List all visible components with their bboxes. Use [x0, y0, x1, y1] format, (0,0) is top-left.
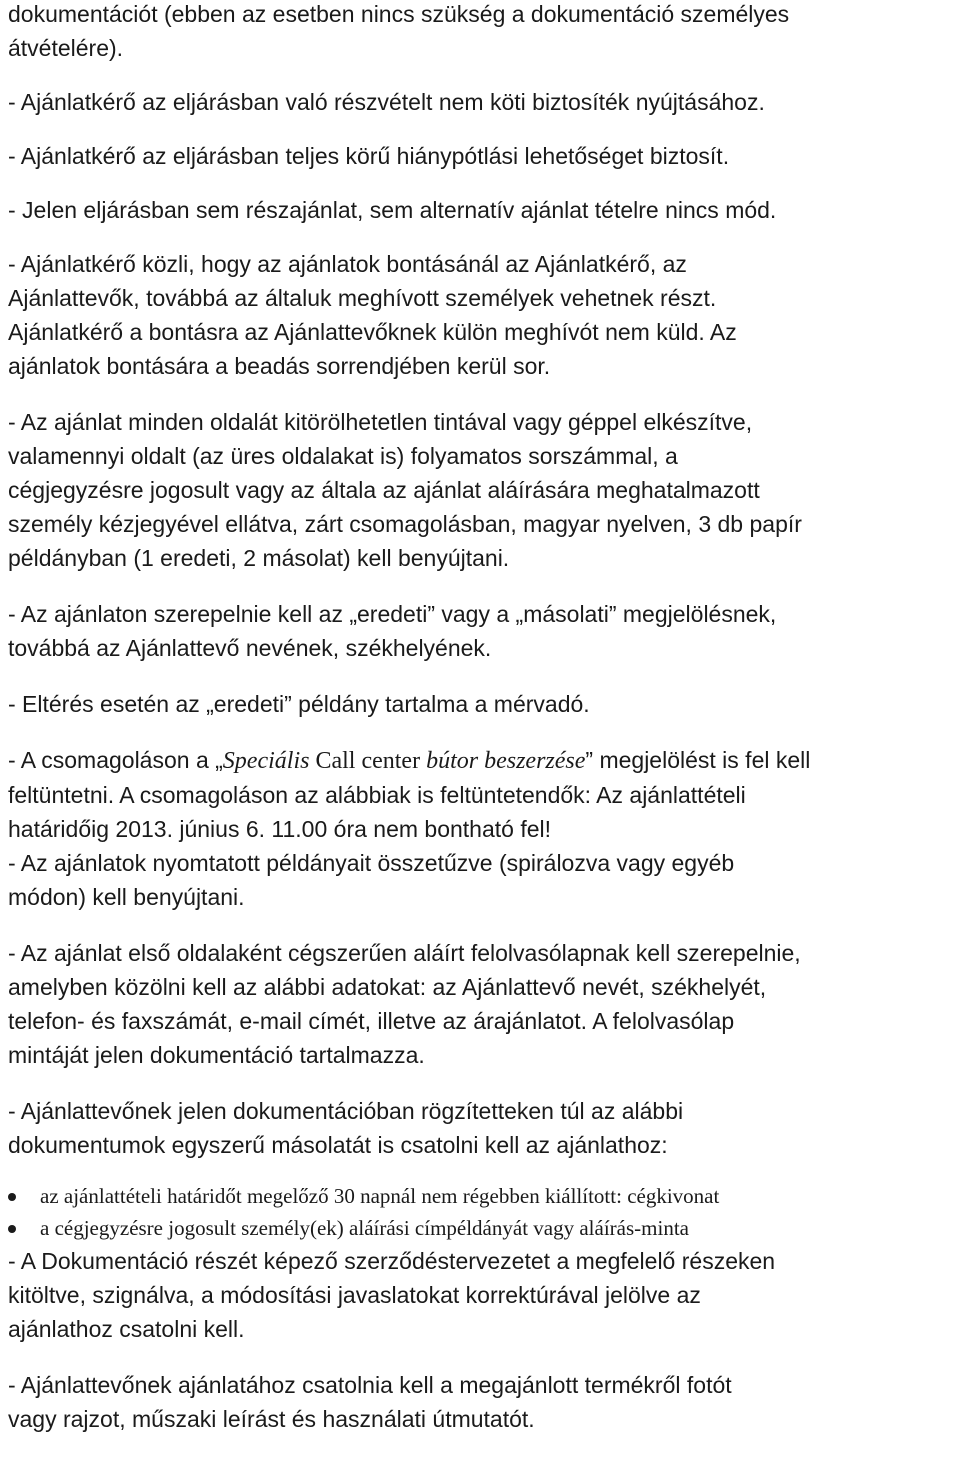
- tender-title-part-c: bútor beszerzése: [426, 748, 586, 774]
- tender-title-part-b: Call center: [309, 748, 427, 774]
- paragraph-opening: [8, 247, 956, 383]
- bullet-icon: [8, 1193, 16, 1201]
- text-line: - Az ajánlaton szerepelnie kell az „eredeti” vagy a „másolati” megjelölésnek,: [8, 601, 777, 627]
- packaging-prefix: - A csomagoláson a „: [8, 747, 223, 773]
- paragraph-attachments: [8, 1094, 956, 1162]
- text-line: ajánlatok bontására a beadás sorrendjében kerül sor.: [8, 353, 551, 379]
- text-line: ajánlathoz csatolni kell.: [8, 1316, 245, 1342]
- tender-title-part-a: Speciális: [222, 748, 310, 774]
- paragraph-documentation: [8, 0, 956, 65]
- packaging-suffix: ” megjelölést is fel kell: [585, 747, 811, 773]
- paragraph-product-photo: [8, 1368, 956, 1436]
- text-line: mintáját jelen dokumentáció tartalmazza.: [8, 1042, 425, 1068]
- document-page: [8, 0, 956, 1436]
- text-line: továbbá az Ajánlattevő nevének, székhelyének.: [8, 635, 492, 661]
- text-line: - Ajánlattevőnek jelen dokumentációban rögzítetteken túl az alábbi: [8, 1098, 684, 1124]
- text-line: személy kézjegyével ellátva, zárt csomagolásban, magyar nyelven, 3 db papír: [8, 511, 802, 537]
- paragraph-contract-draft: [8, 1244, 956, 1346]
- text-line: cégjegyzésre jogosult vagy az általa az ajánlat aláírására meghatalmazott: [8, 477, 760, 503]
- list-item: [8, 1212, 956, 1244]
- text-line: Ajánlatkérő a bontásra az Ajánlattevőknek külön meghívót nem küld. Az: [8, 319, 737, 345]
- text-line: - Az ajánlatok nyomtatott példányait összetűzve (spirálozva vagy egyéb: [8, 850, 735, 876]
- attachment-list: [8, 1180, 956, 1244]
- paragraph-marking: [8, 597, 956, 665]
- text-line: kitöltve, szignálva, a módosítási javaslatokat korrektúrával jelölve az: [8, 1282, 701, 1308]
- text-line: - Ajánlattevőnek ajánlatához csatolnia kell a megajánlott termékről fotót: [8, 1372, 732, 1398]
- paragraph-deficiency: - Ajánlatkérő az eljárásban teljes körű hiánypótlási lehetőséget biztosít.: [8, 143, 730, 169]
- paragraph-packaging: [8, 743, 956, 914]
- paragraph-reading-sheet: [8, 936, 956, 1072]
- text-line: átvételére).: [8, 35, 124, 61]
- text-line: módon) kell benyújtani.: [8, 884, 245, 910]
- text-line: dokumentációt (ebben az esetben nincs szükség a dokumentáció személyes: [8, 1, 790, 27]
- list-item-text: az ajánlattételi határidőt megelőző 30 napnál nem régebben kiállított: cégkivonat: [40, 1184, 720, 1208]
- text-line: határidőig 2013. június 6. 11.00 óra nem bontható fel!: [8, 816, 552, 842]
- text-line: - A Dokumentáció részét képező szerződéstervezetet a megfelelő részeken: [8, 1248, 776, 1274]
- text-line: - Az ajánlat első oldalaként cégszerűen aláírt felolvasólapnak kell szerepelnie,: [8, 940, 801, 966]
- text-line: feltüntetni. A csomagoláson az alábbiak is feltüntetendők: Az ajánlattételi: [8, 782, 746, 808]
- text-line: telefon- és faxszámát, e-mail címét, illetve az árajánlatot. A felolvasólap: [8, 1008, 735, 1034]
- list-item: [8, 1180, 956, 1212]
- text-line: [8, 743, 956, 778]
- text-line: - Ajánlatkérő közli, hogy az ajánlatok bontásánál az Ajánlatkérő, az: [8, 251, 687, 277]
- text-line: - Az ajánlat minden oldalát kitörölhetetlen tintával vagy géppel elkészítve,: [8, 409, 753, 435]
- paragraph-guarantee: - Ajánlatkérő az eljárásban való részvételt nem köti biztosíték nyújtásához.: [8, 89, 765, 115]
- paragraph-deviation: - Eltérés esetén az „eredeti” példány tartalma a mérvadó.: [8, 691, 590, 717]
- list-item-text: a cégjegyzésre jogosult személy(ek) aláírási címpéldányát vagy aláírás-minta: [40, 1216, 689, 1240]
- text-line: dokumentumok egyszerű másolatát is csatolni kell az ajánlathoz:: [8, 1132, 668, 1158]
- text-line: példányban (1 eredeti, 2 másolat) kell benyújtani.: [8, 545, 510, 571]
- paragraph-offer-format: [8, 405, 956, 575]
- text-line: valamennyi oldalt (az üres oldalakat is) folyamatos sorszámmal, a: [8, 443, 678, 469]
- bullet-icon: [8, 1225, 16, 1233]
- text-line: Ajánlattevők, továbbá az általuk meghívott személyek vehetnek részt.: [8, 285, 717, 311]
- text-line: vagy rajzot, műszaki leírást és használati útmutatót.: [8, 1406, 535, 1432]
- paragraph-partial-offer: - Jelen eljárásban sem részajánlat, sem alternatív ajánlat tételre nincs mód.: [8, 197, 777, 223]
- text-line: amelyben közölni kell az alábbi adatokat: az Ajánlattevő nevét, székhelyét,: [8, 974, 767, 1000]
